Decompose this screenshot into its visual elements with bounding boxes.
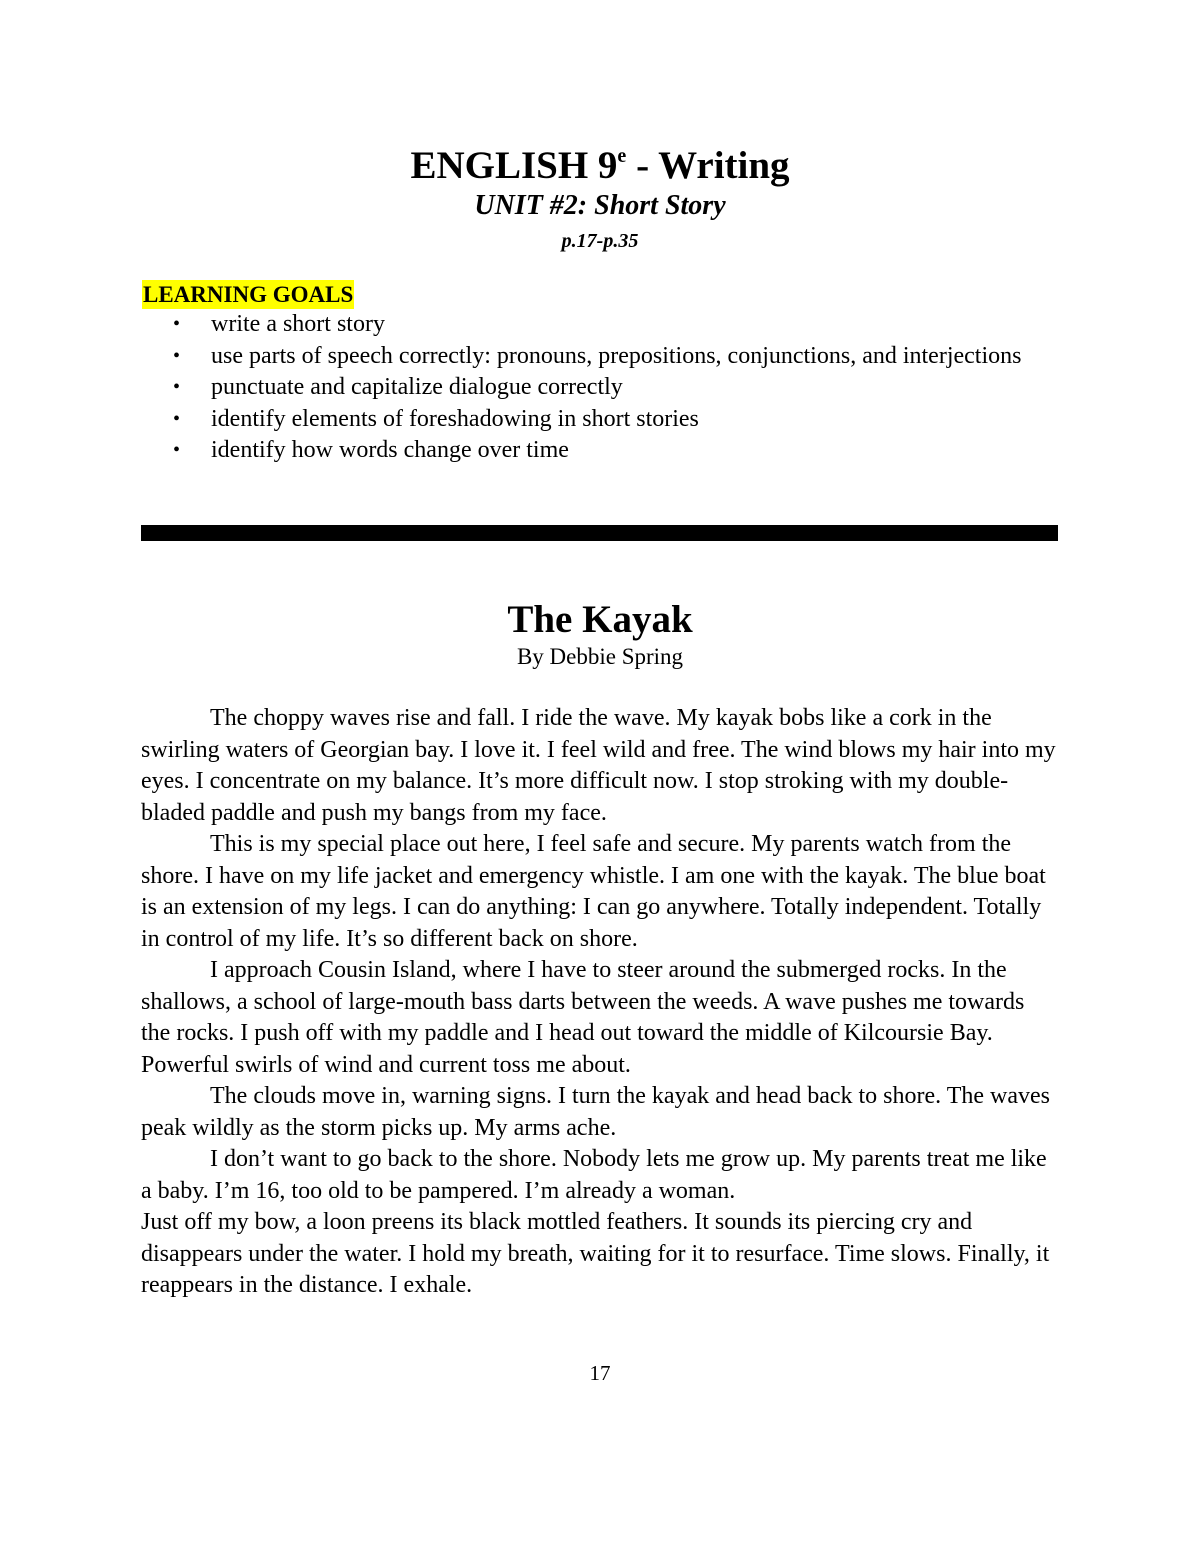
- learning-goal-item: [142, 435, 1042, 467]
- learning-goal-text: identify how words change over time: [211, 437, 569, 463]
- section-divider: [141, 525, 1058, 541]
- story-paragraph: This is my special place out here, I feel safe and secure. My parents watch from the shore. I have on my life jacket and emergency whistle. I am one with the kayak. The blue boat is an extension of my legs. I can do anything: I can go anywhere. Totally independent. Totally in control of my life. It’s so different back on shore.: [141, 831, 1046, 952]
- page-range: p.17-p.35: [561, 230, 639, 252]
- course-name: ENGLISH 9: [410, 144, 618, 187]
- story-paragraph: Just off my bow, a loon preens its black mottled feathers. It sounds its piercing cry and disappears under the water. I hold my breath, waiting for it to resurface. Time slows. Finally, it reappears in the distance. I exhale.: [141, 1209, 1050, 1298]
- story-paragraph: The clouds move in, warning signs. I turn the kayak and head back to shore. The waves peak wildly as the storm picks up. My arms ache.: [141, 1083, 1050, 1141]
- course-suffix: - Writing: [626, 144, 790, 187]
- learning-goals-list: [142, 309, 1042, 467]
- learning-goal-text: write a short story: [211, 311, 385, 337]
- story-title: The Kayak: [507, 598, 693, 641]
- learning-goal-item: [142, 309, 1042, 341]
- bullet-icon: •: [173, 439, 181, 461]
- story-paragraph: I approach Cousin Island, where I have to steer around the submerged rocks. In the shallows, a school of large-mouth bass darts between the weeds. A wave pushes me towards the rocks. I push off with my paddle and I head out toward the middle of Kilcoursie Bay. Powerful swirls of wind and current toss me about.: [141, 957, 1025, 1078]
- story-paragraph: I don’t want to go back to the shore. Nobody lets me grow up. My parents treat me like a baby. I’m 16, too old to be pampered. I’m already a woman.: [141, 1146, 1047, 1204]
- learning-goal-item: [142, 372, 1042, 404]
- story-body: [141, 703, 1059, 1302]
- bullet-icon: •: [173, 313, 181, 335]
- page-number: 17: [589, 1361, 611, 1385]
- learning-goals-heading: LEARNING GOALS: [143, 282, 354, 307]
- learning-goal-text: identify elements of foreshadowing in short stories: [211, 405, 699, 432]
- learning-goal-text: punctuate and capitalize dialogue correctly: [211, 374, 623, 400]
- bullet-icon: •: [173, 344, 181, 367]
- bullet-icon: •: [173, 376, 181, 398]
- course-grade-superscript: e: [617, 145, 627, 167]
- story-author: By Debbie Spring: [516, 644, 684, 669]
- course-title: [0, 143, 1200, 189]
- unit-title: UNIT #2: Short Story: [474, 190, 726, 221]
- story-paragraph: The choppy waves rise and fall. I ride the wave. My kayak bobs like a cork in the swirling waters of Georgian bay. I love it. I feel wild and free. The wind blows my hair into my eyes. I concentrate on my balance. It’s more difficult now. I stop stroking with my double-bladed paddle and push my bangs from my face.: [141, 705, 1056, 826]
- learning-goal-text: use parts of speech correctly: pronouns, prepositions, conjunctions, and interjections: [211, 342, 1022, 369]
- learning-goal-item: [142, 404, 1042, 436]
- bullet-icon: •: [173, 407, 181, 430]
- learning-goal-item: [142, 341, 1042, 373]
